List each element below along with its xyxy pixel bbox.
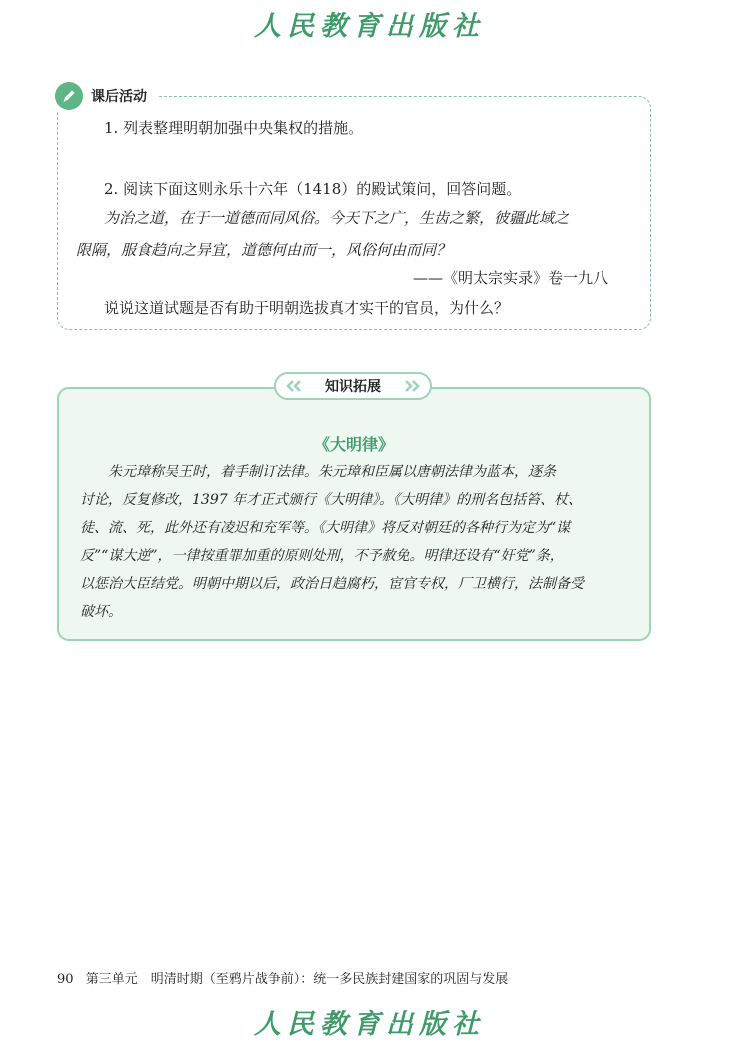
knowledge-line: 以惩治大臣结党。明朝中期以后，政治日趋腐朽，宦官专权，厂卫横行，法制备受 xyxy=(80,576,584,592)
activity-question-1: 1. 列表整理明朝加强中央集权的措施。 xyxy=(104,119,364,137)
page-footer xyxy=(57,968,508,987)
double-chevron-right-icon xyxy=(400,379,422,393)
double-chevron-left-icon xyxy=(284,379,306,393)
publisher-logo-bottom: 人民教育出版社 xyxy=(254,1009,485,1040)
knowledge-line: 反”“谋大逆”，一律按重罪加重的原则处刑，不予赦免。明律还设有“奸党”条， xyxy=(80,548,564,564)
knowledge-line: 徒、流、死，此外还有凌迟和充军等。《大明律》将反对朝廷的各种行为定为“谋 xyxy=(80,520,571,536)
knowledge-book-title: 《大明律》 xyxy=(313,435,394,454)
publisher-logo-top: 人民教育出版社 xyxy=(254,11,485,42)
page-number: 90 xyxy=(57,972,74,987)
pen-icon xyxy=(55,82,83,110)
activity-title: 课后活动 xyxy=(91,89,147,105)
knowledge-line: 讨论，反复修改，1397 年才正式颁行《大明律》。《大明律》的刑名包括笞、杖、 xyxy=(80,492,583,508)
activity-question-2: 2. 阅读下面这则永乐十六年（1418）的殿试策问，回答问题。 xyxy=(104,180,522,198)
quote-source: ——《明太宗实录》卷一九八 xyxy=(413,269,609,287)
knowledge-title: 知识拓展 xyxy=(325,379,381,395)
knowledge-header xyxy=(274,372,432,400)
knowledge-body xyxy=(80,458,640,626)
quote-line-2: 限隔，服食趋向之异宜，道德何由而一，风俗何由而同？ xyxy=(76,241,452,259)
activity-header xyxy=(55,80,157,112)
activity-question-2-prompt: 说说这道试题是否有助于明朝选拔真才实干的官员，为什么？ xyxy=(104,299,510,317)
knowledge-line: 破坏。 xyxy=(80,604,122,620)
quote-line-1: 为治之道，在于一道德而同风俗。今天下之广，生齿之繁，彼疆此域之 xyxy=(104,209,570,227)
knowledge-line: 朱元璋称吴王时，着手制订法律。朱元璋和臣属以唐朝法律为蓝本，逐条 xyxy=(108,464,556,480)
footer-unit-title: 第三单元 明清时期（至鸦片战争前）：统一多民族封建国家的巩固与发展 xyxy=(85,972,509,987)
